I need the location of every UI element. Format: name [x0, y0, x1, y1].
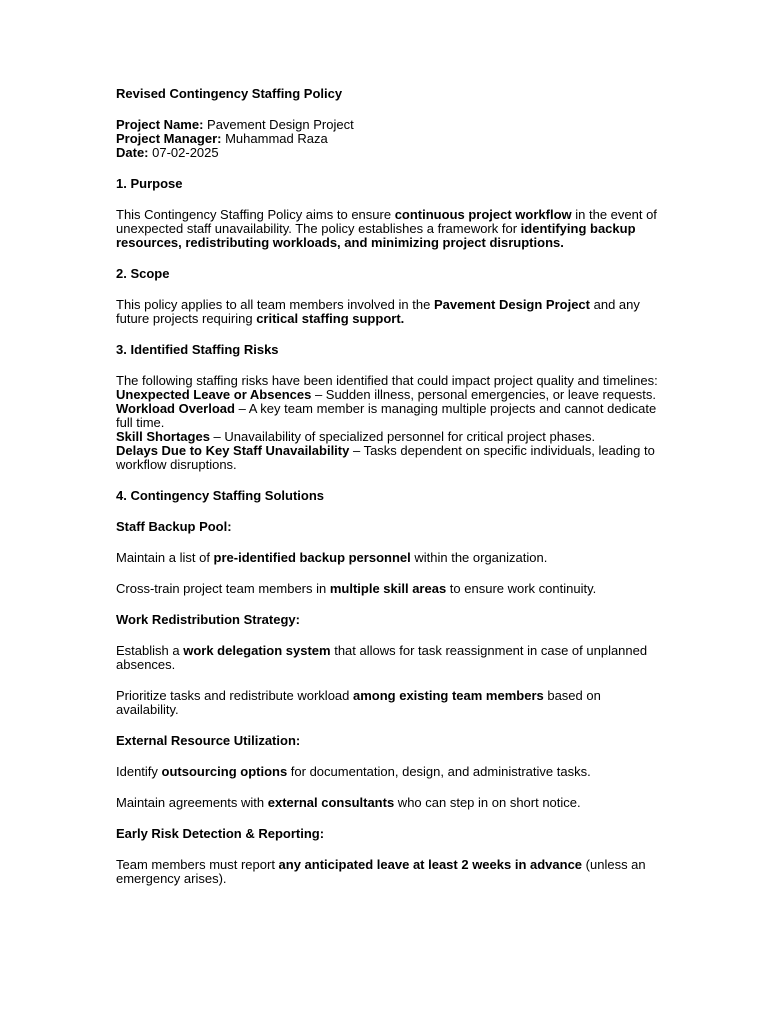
- purpose-heading: 1. Purpose: [116, 176, 183, 191]
- solutions-heading: 4. Contingency Staffing Solutions: [116, 488, 324, 503]
- project-name-line: Project Name: Pavement Design Project: [116, 117, 354, 132]
- document-title: Revised Contingency Staffing Policy: [116, 86, 343, 101]
- backup-pool-heading: Staff Backup Pool:: [116, 519, 232, 534]
- risks-block: [116, 374, 658, 472]
- risk-item: Unexpected Leave or Absences – Sudden illness, personal emergencies, or leave requests.: [116, 387, 657, 402]
- project-manager-line: Project Manager: Muhammad Raza: [116, 131, 328, 146]
- redistribution-paragraph-1: Establish a work delegation system that allows for task reassignment in case of unplanned absences.: [116, 643, 648, 672]
- redistribution-paragraph-2: Prioritize tasks and redistribute workload among existing team members based on availability.: [116, 688, 601, 717]
- purpose-paragraph: This Contingency Staffing Policy aims to ensure continuous project workflow in the event of unexpected staff unavailability. The policy establishes a framework for identifying backup resources, redistributing workloads, and minimizing project disruptions.: [116, 207, 657, 250]
- redistribution-heading: Work Redistribution Strategy:: [116, 612, 300, 627]
- risks-intro: The following staffing risks have been identified that could impact project quality and timelines:: [116, 373, 658, 388]
- external-resources-paragraph-2: Maintain agreements with external consultants who can step in on short notice.: [116, 795, 581, 810]
- backup-pool-paragraph-1: Maintain a list of pre-identified backup personnel within the organization.: [116, 550, 548, 565]
- external-resources-paragraph-1: Identify outsourcing options for documentation, design, and administrative tasks.: [116, 764, 591, 779]
- early-detection-paragraph: Team members must report any anticipated leave at least 2 weeks in advance (unless an emergency arises).: [116, 857, 646, 886]
- scope-paragraph: This policy applies to all team members involved in the Pavement Design Project and any future projects requiring critical staffing support.: [116, 297, 640, 326]
- scope-heading: 2. Scope: [116, 266, 170, 281]
- date-line: Date: 07-02-2025: [116, 145, 219, 160]
- early-detection-heading: Early Risk Detection & Reporting:: [116, 826, 325, 841]
- risks-heading: 3. Identified Staffing Risks: [116, 342, 279, 357]
- project-meta: [116, 118, 658, 160]
- external-resources-heading: External Resource Utilization:: [116, 733, 301, 748]
- risk-item: Delays Due to Key Staff Unavailability – Tasks dependent on specific individuals, leading to workflow disruptions.: [116, 443, 655, 472]
- risk-item: Skill Shortages – Unavailability of specialized personnel for critical project phases.: [116, 429, 596, 444]
- backup-pool-paragraph-2: Cross-train project team members in multiple skill areas to ensure work continuity.: [116, 581, 597, 596]
- risk-item: Workload Overload – A key team member is managing multiple projects and cannot dedicate full time.: [116, 401, 657, 430]
